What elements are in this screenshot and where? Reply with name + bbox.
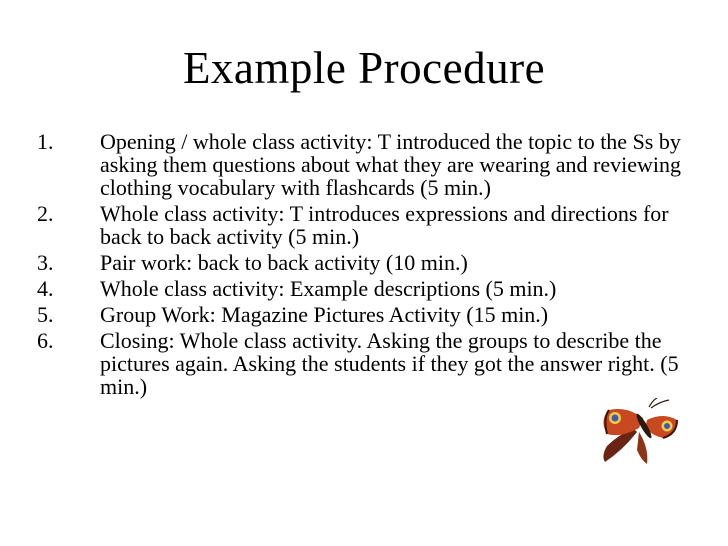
- slide-title: Example Procedure: [182, 43, 546, 93]
- item-text: Pair work: back to back activity (10 min.): [100, 250, 468, 275]
- item-number: 4.: [37, 276, 54, 301]
- procedure-item-6: [37, 329, 687, 398]
- procedure-item-1: [37, 130, 687, 199]
- procedure-item-5: [37, 303, 687, 326]
- butterfly-icon: [593, 398, 679, 468]
- procedure-item-4: [37, 277, 687, 300]
- item-text: Closing: Whole class activity. Asking the groups to describe the pictures again. Asking the students if they got the answer right. (5 min.): [100, 328, 679, 399]
- item-text: Whole class activity: Example descriptions (5 min.): [100, 276, 557, 301]
- item-text: Opening / whole class activity: T introduced the topic to the Ss by asking them questions about what they are wearing and reviewing clothing vocabulary with flashcards (5 min.): [100, 129, 682, 200]
- item-number: 3.: [37, 250, 54, 275]
- item-number: 6.: [37, 328, 54, 353]
- item-number: 5.: [37, 302, 54, 327]
- item-text: Group Work: Magazine Pictures Activity (15 min.): [100, 302, 549, 327]
- procedure-item-2: [37, 202, 687, 248]
- item-text: Whole class activity: T introduces expressions and directions for back to back activity (5 min.): [100, 201, 669, 249]
- item-number: 1.: [37, 129, 54, 154]
- procedure-list: [37, 130, 687, 401]
- procedure-item-3: [37, 251, 687, 274]
- item-number: 2.: [37, 201, 54, 226]
